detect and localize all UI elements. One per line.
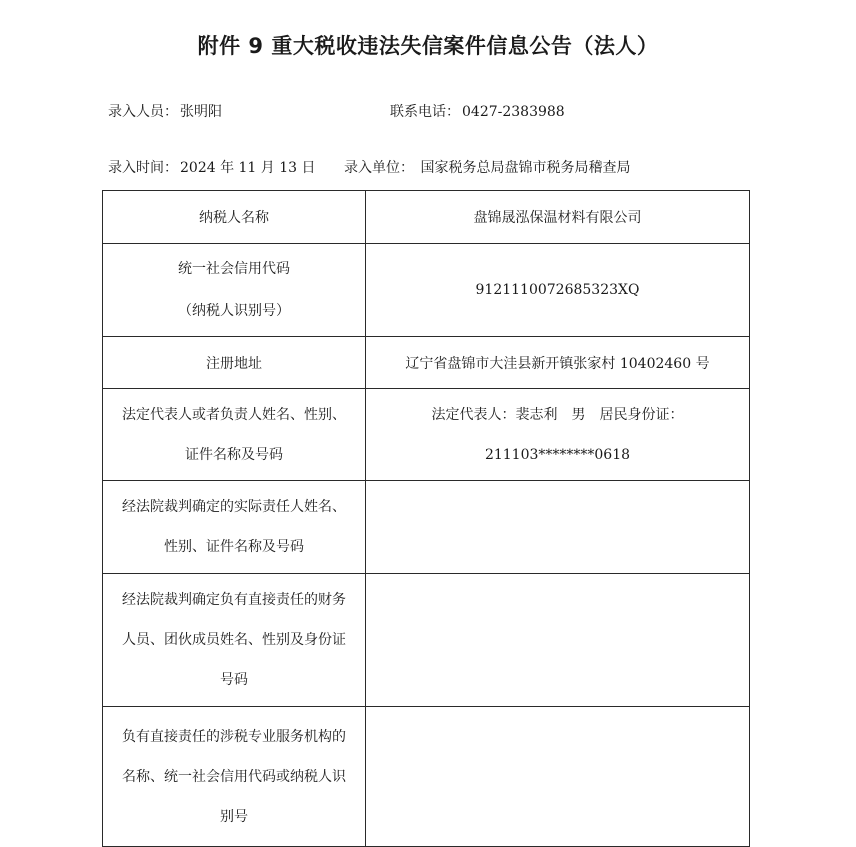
recorder-value: 张明阳 — [180, 104, 222, 120]
row-label — [103, 191, 366, 244]
row-label-line: 法定代表人或者负责人姓名、性别、 — [122, 406, 346, 423]
row-label-line: （纳税人识别号） — [178, 303, 290, 319]
row-value-line: 辽宁省盘锦市大洼县新开镇张家村 10402460 号 — [405, 355, 710, 372]
row-value — [366, 191, 750, 244]
row-value — [366, 244, 750, 337]
record-time-field — [108, 157, 316, 177]
table-row — [103, 481, 750, 574]
row-label-line: 注册地址 — [206, 355, 262, 372]
row-label-line: 名称、统一社会信用代码或纳税人识 — [122, 769, 346, 785]
record-unit-value: 国家税务总局盘锦市税务局稽查局 — [420, 160, 631, 176]
row-value-line: 9121110072685323XQ — [475, 282, 640, 298]
record-time-value: 2024 年 11 月 13 日 — [180, 160, 316, 176]
case-info-table — [102, 190, 750, 847]
table-row — [103, 574, 750, 707]
table-row — [103, 707, 750, 847]
recorder-field — [108, 101, 222, 121]
row-label-line: 统一社会信用代码 — [178, 261, 290, 277]
row-label-line: 性别、证件名称及号码 — [164, 539, 304, 555]
record-unit-field — [344, 157, 630, 177]
phone-field — [390, 101, 565, 121]
record-time-label: 录入时间： — [108, 160, 178, 176]
row-value-line: 法定代表人：裴志利 男 居民身份证： — [431, 406, 684, 423]
document-title: 附件 9 重大税收违法失信案件信息公告（法人） — [197, 34, 659, 58]
row-label — [103, 389, 366, 481]
row-value-line: 盘锦晟泓保温材料有限公司 — [473, 210, 642, 226]
row-label — [103, 244, 366, 337]
row-label — [103, 481, 366, 574]
row-label-line: 别号 — [220, 809, 248, 825]
row-value — [366, 389, 750, 481]
row-label — [103, 574, 366, 707]
row-value-line: 211103********0618 — [484, 446, 631, 463]
row-value — [366, 481, 750, 574]
phone-value: 0427-2383988 — [462, 104, 565, 120]
recorder-label: 录入人员： — [108, 104, 178, 120]
phone-label: 联系电话： — [390, 104, 460, 120]
row-label-line: 号码 — [220, 672, 248, 688]
row-label-line: 证件名称及号码 — [185, 446, 283, 463]
row-label — [103, 337, 366, 389]
row-label-line: 经法院裁判确定负有直接责任的财务 — [122, 592, 346, 608]
record-unit-label: 录入单位： — [344, 160, 414, 176]
row-value — [366, 707, 750, 847]
row-value — [366, 337, 750, 389]
row-label-line: 人员、团伙成员姓名、性别及身份证 — [122, 632, 346, 648]
table-row — [103, 191, 750, 244]
row-label-line: 负有直接责任的涉税专业服务机构的 — [122, 729, 346, 745]
row-value — [366, 574, 750, 707]
row-label — [103, 707, 366, 847]
table-row — [103, 244, 750, 337]
table-row — [103, 389, 750, 481]
row-label-line: 经法院裁判确定的实际责任人姓名、 — [122, 499, 346, 515]
row-label-line: 纳税人名称 — [199, 210, 269, 226]
table-row — [103, 337, 750, 389]
